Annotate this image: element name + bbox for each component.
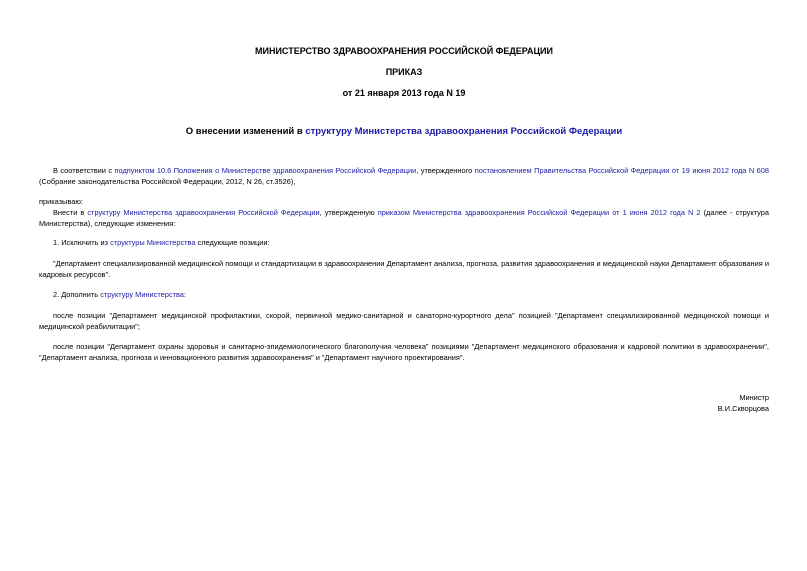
preamble-text-3: (Собрание законодательства Российской Федерации, 2012, N 26, ст.3526),	[39, 176, 296, 186]
intro-text-2: , утвержденную	[319, 208, 378, 217]
item2-text-1: 2. Дополнить	[53, 290, 101, 299]
order-word: приказываю:	[39, 197, 83, 206]
item1-text-1: 1. Исключить из	[53, 238, 111, 247]
item1-positions-paragraph: "Департамент специализированной медицинской помощи и стандартизации в здравоохранении Департамент анализа, прогноза, развития здравоохранения и медицинской науки Департамент образования и кадровых ресурсов".	[39, 259, 769, 279]
item1-text-2: следующие позиции:	[195, 238, 270, 247]
signature-title: Министр	[739, 393, 769, 402]
structure-link[interactable]: структуру Министерства здравоохранения Российской Федерации	[87, 208, 320, 217]
intro-text-1: Внести в	[53, 208, 88, 217]
intro-text-3: (далее - структура Министерства), следующие изменения:	[39, 208, 769, 228]
signature-name: В.И.Скворцова	[717, 404, 769, 413]
document-subject	[39, 126, 769, 137]
item1-structure-link[interactable]: структуры Министерства	[110, 238, 196, 247]
item2-structure-link[interactable]: структуру Министерства	[100, 290, 184, 299]
regulation-link[interactable]: подпунктом 10.6 Положения о Министерстве здравоохранения Российской Федерации	[114, 166, 417, 175]
government-decree-link[interactable]: постановлением Правительства Российской Федерации от 19 июня 2012 года N 608	[474, 166, 770, 175]
subject-prefix: О внесении изменений в	[185, 126, 306, 137]
item2-paragraph	[39, 290, 769, 301]
preamble-text-1: В соответствии с	[53, 166, 115, 175]
item2-text-2: :	[183, 290, 186, 299]
date-number-heading: от 21 января 2013 года N 19	[342, 88, 466, 98]
item2-position-a-paragraph: после позиции "Департамент медицинской профилактики, скорой, первичной медико-санитарной и санаторно-курортного дела" позицией "Департамент специализированной медицинской помощи и медицинской реабилитации";	[39, 311, 769, 331]
order-link[interactable]: приказом Министерства здравоохранения Российской Федерации от 1 июня 2012 года N 2	[377, 208, 701, 217]
intro-paragraph	[39, 208, 769, 229]
preamble-paragraph	[39, 166, 769, 187]
item2-position-b-paragraph: после позиции "Департамент охраны здоровья и санитарно-эпидемиологического благополучия человека" позициями "Департамент медицинского образования и кадровой политики в здравоохранении", "Департамент анализа, прогноза и инновационного развития здравоохранения" и "Департамент научного проектирования".	[39, 342, 769, 362]
subject-structure-link[interactable]: структуру Министерства здравоохранения Российской Федерации	[305, 126, 623, 137]
preamble-text-2: , утвержденного	[416, 166, 475, 175]
item1-paragraph	[39, 238, 769, 249]
ministry-heading: МИНИСТЕРСТВО ЗДРАВООХРАНЕНИЯ РОССИЙСКОЙ ФЕДЕРАЦИИ	[255, 46, 553, 56]
doc-type-heading: ПРИКАЗ	[385, 67, 423, 77]
